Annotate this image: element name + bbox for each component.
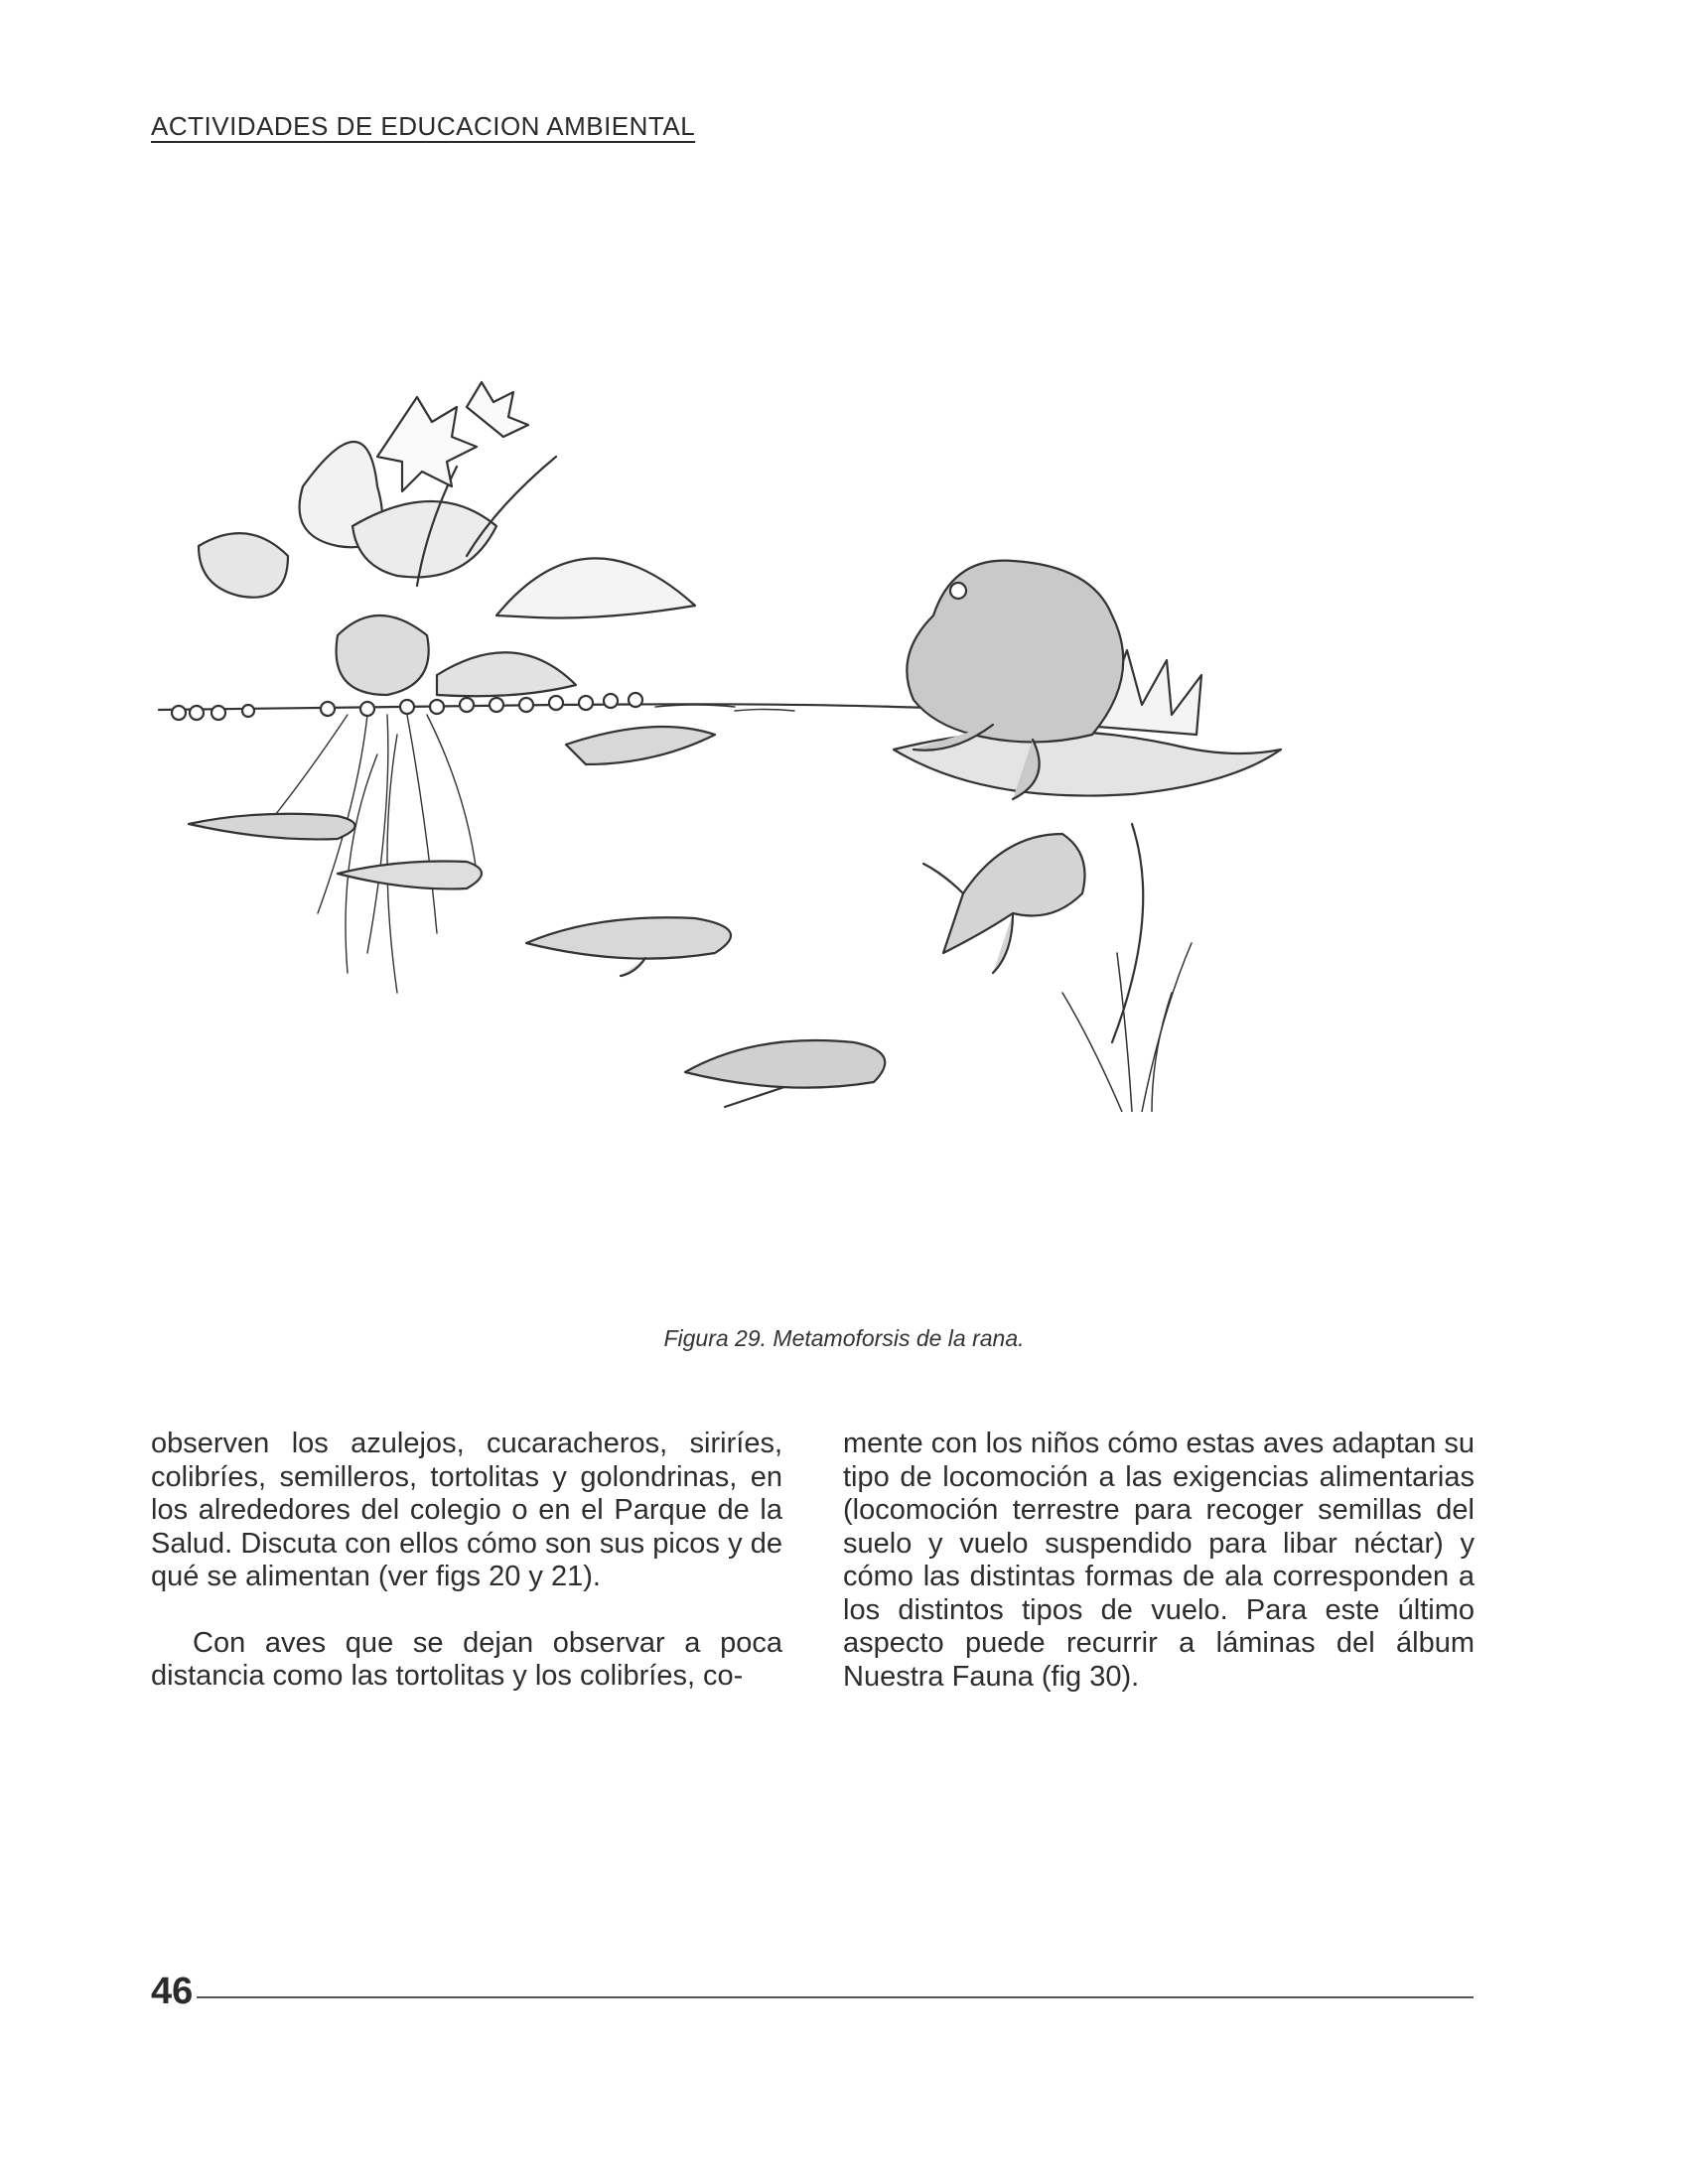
paragraph: mente con los niños cómo estas aves adaptan su tipo de locomoción a las exigencias alimentarias (locomoción terrestre para recoger semillas del suelo y vuelo suspendido para libar néctar) y cómo las distintas formas de ala corresponden a los distintos tipos de vuelo. Para este último aspecto puede recurrir a láminas del álbum Nuestra Fauna (fig 30).	[843, 1428, 1475, 1693]
reeds	[1062, 943, 1192, 1112]
plant-roots	[268, 715, 477, 993]
tadpole-with-legs	[526, 917, 731, 976]
figure-caption: Figura 29. Metamoforsis de la rana.	[663, 1325, 1025, 1351]
paragraph: Con aves que se dejan observar a poca distancia como las tortolitas y los colibríes, co-	[151, 1626, 782, 1692]
paragraph: observen los azulejos, cucaracheros, siriríes, colibríes, semilleros, tortolitas y golondrinas, en los alrededores del colegio o en el Parque de la Salud. Discuta con ellos cómo son sus picos y de qué se alimentan (ver figs 20 y 21).	[151, 1428, 782, 1592]
tadpole-small	[338, 862, 482, 889]
frog-metamorphosis-illustration	[139, 357, 1479, 1112]
tadpole-early	[189, 814, 355, 840]
aquatic-plant	[199, 382, 715, 993]
right-column	[843, 1428, 1475, 1726]
tadpole-four-legs	[685, 1040, 885, 1107]
left-column	[151, 1428, 782, 1726]
adult-frog	[907, 561, 1143, 1042]
page-number: 46	[151, 1971, 194, 2012]
footer-rule	[197, 1996, 1474, 1998]
running-title	[151, 111, 695, 142]
froglet	[923, 834, 1085, 973]
running-title-text: ACTIVIDADES DE EDUCACION AMBIENTAL	[151, 111, 696, 141]
